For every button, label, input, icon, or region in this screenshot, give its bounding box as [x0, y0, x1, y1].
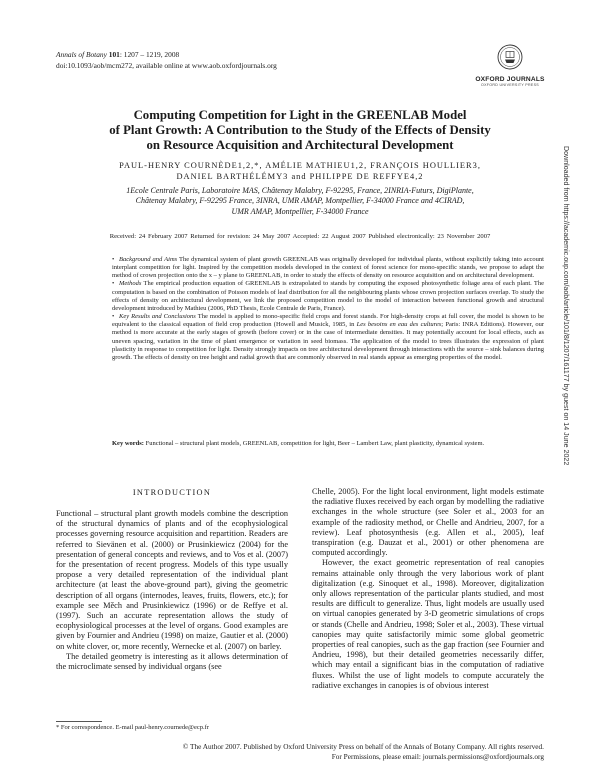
- title-line-1: Computing Competition for Light in the GREENLAB Model: [133, 108, 467, 122]
- abstract-background-label: Background and Aims: [119, 256, 178, 263]
- copyright-line-2: For Permissions, please email: journals.permissions@oxfordjournals.org: [331, 751, 544, 761]
- intro-paragraph-3: Chelle, 2005). For the light local environment, light models estimate the radiative fluxes received by each organ by modelling the radiative exchanges in the whole structure (see Soler et al., 2003 for an example of the radiosity method, or Chelle and Andrieu, 2007, for a review). Leaf photosynthesis (e.g. Allen et al., 2005), leaf transpiration (e.g. Dauzat et al., 2001) or other phenomena are computed accordingly.: [312, 487, 544, 558]
- abstract-methods: • Methods The empirical production equation of GREENLAB is extrapolated to stands by computing the exposed photosynthetic foliage area of each plant. The computation is based on the combination of Poisson models of leaf distribution for all the neighbouring plants whose crown projection surfaces overlap. To study the effects of density on architectural development, we link the proposed competition model to the model of interaction between functional growth and structural development introduced by Mathieu (2006, PhD Thesis, Ecole Centrale de Paris, France).: [112, 280, 544, 312]
- keywords-text: Functional – structural plant models, GREENLAB, competition for light, Beer – Lambert Law, plant plasticity, dynamical system.: [143, 440, 485, 447]
- publication-dates: Received: 24 February 2007 Returned for revision: 24 May 2007 Accepted: 22 August 2007 Published electronically: 23 November 2007: [109, 233, 491, 240]
- publisher-subname: OXFORD UNIVERSITY PRESS: [481, 83, 539, 87]
- intro-paragraph-2: The detailed geometry is interesting as it allows determination of the microclimate sensed by individual organs (see: [56, 651, 288, 672]
- abstract-results-italic: Les besoins en eau des cultures: [356, 321, 442, 329]
- author-list: [56, 160, 544, 182]
- body-column-right: [312, 487, 544, 691]
- title-line-3: on Resource Acquisition and Architectural Development: [146, 138, 454, 152]
- authors-line-1: PAUL-HENRY COURNÈDE1,2,*, AMÉLIE MATHIEU1,2, FRANÇOIS HOULLIER3,: [119, 161, 481, 170]
- abstract-methods-text: The empirical production equation of GREENLAB is extrapolated to stands by computing the exposed photosynthetic foliage area of each plant. The computation is based on the combination of Poisson models of leaf distribution for all the neighbouring plants whose crown projection surfaces overlap. To study the effects of density on architectural development, we link the proposed competition model to the model of interaction between functional growth and structural development introduced by Mathieu (2006, PhD Thesis, Ecole Centrale de Paris, France).: [112, 280, 544, 312]
- article-title: [56, 108, 544, 153]
- correspondence-footnote: * For correspondence. E-mail paul-henry.cournede@ecp.fr: [56, 724, 210, 731]
- journal-citation: [56, 50, 277, 71]
- abstract: [112, 256, 544, 362]
- abstract-results-label: Key Results and Conclusions: [119, 313, 196, 321]
- section-heading-introduction: INTRODUCTION: [132, 488, 212, 497]
- publisher-logo: [470, 44, 550, 87]
- keywords-label: Key words:: [112, 440, 144, 447]
- journal-volume: 101: [108, 50, 120, 59]
- journal-name: Annals of Botany: [56, 50, 107, 59]
- abstract-results-text-b: ; Paris: INRA Editions). However, our method is more accurate at the early stages of growth (before cover) or in the case of intermediate densities. It may potentially account for local effects, such as uneven spacing, variation in the time of plant emergence or variation in seed biomass. The application of the model to trees illustrates the expression of plant plasticity in response to competition for light. Density strongly impacts on tree architectural development through interactions with the source – sink balances during growth. The effects of density on tree height and radial growth that are commonly observed in real stands appear as emerging properties of the model.: [112, 321, 545, 361]
- copyright-line-1: © The Author 2007. Published by Oxford University Press on behalf of the Annals of Botany Company. All rights reserved.: [182, 742, 544, 751]
- keywords: [112, 440, 544, 448]
- abstract-background: • Background and Aims The dynamical system of plant growth GREENLAB was originally developed for individual plants, without explicitly taking into account interplant competition for light. Inspired by the competition models developed in the context of forest science for mono-specific stands, we propose to adapt the method of crown projection onto the x – y plane to GREENLAB, in order to study the effects of density on resource acquisition and on architectural development.: [112, 256, 544, 280]
- download-note-text: Downloaded from https://academic.oup.com/aob/article/101/8/1207/161177 by guest on 14 June 2022: [562, 146, 570, 466]
- journal-pages: : 1207 – 1219, 2008: [119, 50, 180, 59]
- download-watermark: [560, 146, 576, 636]
- oxford-crest-icon: [497, 44, 523, 70]
- copyright-notice: [56, 742, 544, 761]
- publisher-name: OXFORD JOURNALS: [475, 76, 545, 83]
- footnote-divider: [56, 721, 102, 722]
- abstract-methods-label: Methods: [119, 280, 142, 288]
- affiliation-line-2: Châtenay Malabry, F-92295 France, 3INRA, UMR AMAP, Montpellier, F-34000 France and 4CIRAD,: [135, 196, 465, 206]
- abstract-results-text-a: The model is applied to mono-specific field crops and forest stands. For high-density crops at full cover, the model is shown to be equivalent to the classical equation of field crop production (Howell and Musick, 1985, in: [112, 313, 544, 329]
- abstract-results: • Key Results and Conclusions The model is applied to mono-specific field crops and forest stands. For high-density crops at full cover, the model is shown to be equivalent to the classical equation of field crop production (Howell and Musick, 1985, in Les besoins en eau des cultures; Paris: INRA Editions). However, our method is more accurate at the early stages of growth (before cover) or in the case of intermediate densities. It may potentially account for local effects, such as uneven spacing, variation in the time of plant emergence or variation in seed biomass. The application of the model to trees illustrates the expression of plant plasticity in response to competition for light. Density strongly impacts on tree architectural development through interactions with the source – sink balances during growth. The effects of density on tree height and radial growth that are commonly observed in real stands appear as emerging properties of the model.: [112, 313, 545, 361]
- affiliation-line-1: 1Ecole Centrale Paris, Laboratoire MAS, Châtenay Malabry, F-92295, France, 2INRIA-Futurs, DigiPlante,: [126, 186, 474, 195]
- body-column-left: [56, 487, 288, 672]
- title-line-2: of Plant Growth: A Contribution to the Study of the Effects of Density: [109, 123, 491, 137]
- intro-paragraph-4: However, the exact geometric representation of real canopies remains attainable only through the very laborious work of plant digitalization (e.g. Sinoquet et al., 1998). Moreover, digitalization only allows representation of the particular plants studied, and most results are difficult to generalize. Thus, light models are usually used on virtual canopies generated by 3-D geometric simulations of crops or stands (Chelle and Andrieu, 1998; Soler et al., 2003). These virtual canopies may quite satisfactorily mimic some global geometric properties of real canopies, such as the gap fraction (see Fournier and Andrieu, 1998), but their detailed geometries necessarily differ, which may entail a significant bias in the computation of radiative fluxes. Whilst the use of light models to compute accurately the radiative exchanges in canopies is of obvious interest: [312, 558, 544, 690]
- affiliations: [56, 186, 544, 217]
- intro-paragraph-1: Functional – structural plant growth models combine the description of the structural dynamics of plants and of the ecophysiological processes governing resource acquisition and repartition. Readers are referred to Sievänen et al. (2000) or Prusinkiewicz (2004) for the presentation of general concepts and reviews, and to Vos et al. (2007) for the presentation of recent progress. Models of this type usually propose a very detailed representation of the individual plant architecture (at least the above-ground part), giving the geometric description of all organs (internodes, leaves, fruits, flowers, etc.); for example see Měch and Prusinkiewicz (1996) or de Reffye et al. (1997). Such an accurate representation allows the study of ecophysiological processes at the level of organs. Good examples are given by Fournier and Andrieu (1998) on maize, Gautier et al. (2000) on white clover, or, more recently, Wernecke et al. (2007) on barley.: [56, 509, 288, 651]
- affiliation-line-3: UMR AMAP, Montpellier, F-34000 France: [231, 206, 369, 216]
- doi-line: doi:10.1093/aob/mcm272, available online at www.aob.oxfordjournals.org: [56, 60, 277, 70]
- authors-line-2: DANIEL BARTHÉLÉMY3 and PHILIPPE DE REFFYE4,2: [176, 172, 424, 181]
- abstract-background-text: The dynamical system of plant growth GREENLAB was originally developed for individual plants, without explicitly taking into account interplant competition for light. Inspired by the competition models developed in the context of forest science for mono-specific stands, we propose to adapt the method of crown projection onto the x – y plane to GREENLAB, in order to study the effects of density on resource acquisition and on architectural development.: [112, 256, 544, 280]
